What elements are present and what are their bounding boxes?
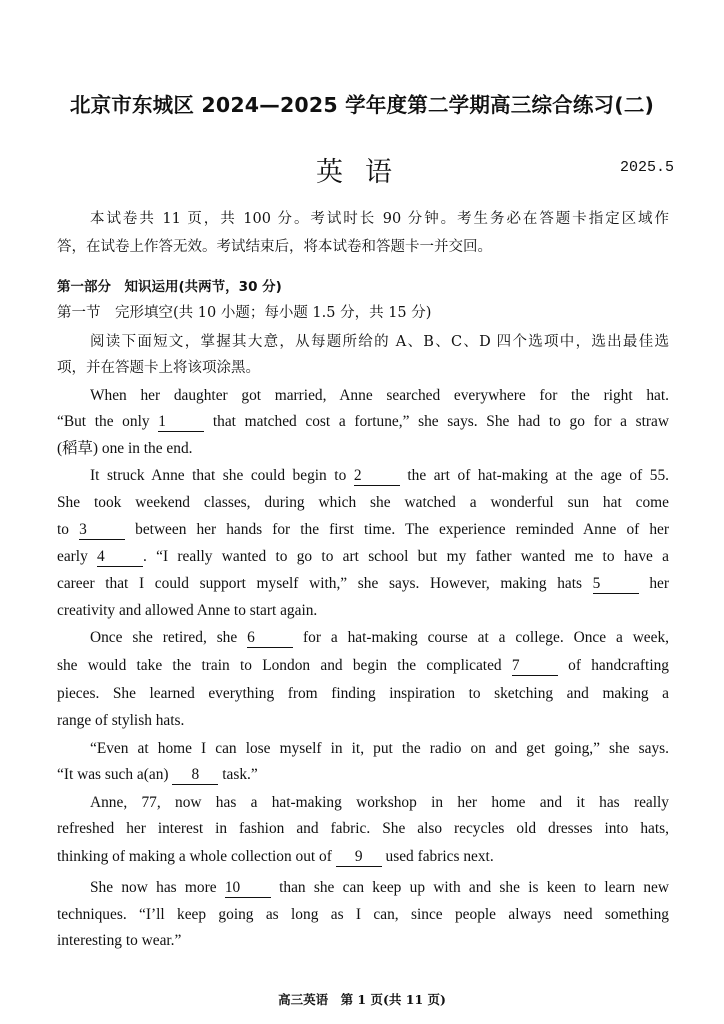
passage-text: early — [57, 548, 98, 565]
passage-text: . “I really wanted to go to art school but my father wanted me to have a — [143, 548, 669, 565]
passage-line — [90, 737, 669, 761]
passage-line — [90, 464, 669, 488]
cloze-blank-4: 4 — [97, 547, 143, 567]
passage-text: techniques. “I’ll keep going as long as I can, since people always need something — [57, 906, 669, 923]
passage-text: It struck Anne that she could begin to — [90, 467, 354, 484]
passage-line — [57, 682, 669, 706]
passage-line — [57, 709, 669, 733]
passage-line — [57, 817, 669, 841]
cloze-blank-1: 1 — [158, 412, 204, 432]
passage-text: interesting to wear.” — [57, 932, 182, 949]
passage-text: task.” — [218, 766, 258, 783]
passage-line — [57, 410, 669, 434]
passage-text: than she can keep up with and she is keen to learn new — [270, 879, 669, 896]
cloze-blank-3: 3 — [79, 520, 125, 540]
passage-text: (稻草) one in the end. — [57, 440, 193, 457]
passage-text: “Even at home I can lose myself in it, put the radio on and get going,” she says. — [90, 740, 669, 757]
passage-line — [57, 518, 669, 542]
exam-title: 北京市东城区 2024—2025 学年度第二学期高三综合练习(二) — [69, 93, 655, 117]
instructions-line-2: 答，在试卷上作答无效。考试结束后，将本试卷和答题卡一并交回。 — [57, 239, 492, 255]
subject-title: 英语 — [316, 157, 414, 188]
passage-line — [57, 572, 669, 596]
passage-text: “But the only — [57, 413, 159, 430]
passage-text: “It was such a(an) — [57, 766, 173, 783]
exam-date: 2025.5 — [620, 159, 675, 176]
passage-line — [90, 876, 669, 900]
cloze-blank-6: 6 — [247, 628, 293, 648]
passage-text: thinking of making a whole collection out of — [57, 848, 336, 865]
passage-text: between her hands for the first time. The experience reminded Anne of her — [125, 521, 670, 538]
passage-line — [57, 763, 669, 787]
cloze-blank-9: 9 — [336, 847, 382, 867]
instructions-line-1: 本试卷共 11 页，共 100 分。考试时长 90 分钟。考生务必在答题卡指定区域作 — [90, 211, 669, 227]
passage-text: She took weekend classes, during which she watched a wonderful sun hat come — [57, 494, 669, 511]
section1-directions-line-1: 阅读下面短文，掌握其大意，从每题所给的 A、B、C、D 四个选项中，选出最佳选 — [90, 334, 669, 350]
passage-text: Once she retired, she — [90, 629, 248, 646]
passage-text: the art of hat-making at the age of 55. — [399, 467, 670, 484]
passage-text: used fabrics next. — [381, 848, 494, 865]
cloze-blank-7: 7 — [512, 656, 558, 676]
passage-text: of handcrafting — [557, 657, 670, 674]
passage-line — [57, 599, 669, 623]
passage-text: When her daughter got married, Anne searched everywhere for the right hat. — [90, 387, 669, 404]
passage-text: her — [638, 575, 670, 592]
passage-line — [57, 545, 669, 569]
passage-text: pieces. She learned everything from finding inspiration to sketching and making a — [57, 685, 669, 702]
cloze-blank-8: 8 — [172, 765, 218, 785]
passage-line — [90, 384, 669, 408]
page-footer: 高三英语 第 1 页(共 11 页) — [278, 992, 446, 1007]
passage-text: refreshed her interest in fashion and fabric. She also recycles old dresses into hats, — [57, 820, 669, 837]
passage-text: She now has more — [90, 879, 225, 896]
passage-text: Anne, 77, now has a hat-making workshop in her home and it has really — [90, 794, 669, 811]
passage-line — [57, 491, 669, 515]
passage-text: for a hat-making course at a college. Once a week, — [293, 629, 670, 646]
passage-text: that matched cost a fortune,” she says. She had to go for a straw — [204, 413, 669, 430]
passage-text: range of stylish hats. — [57, 712, 185, 729]
section1-heading: 第一节 完形填空(共 10 小题；每小题 1.5 分，共 15 分) — [57, 305, 432, 321]
section1-directions-line-2: 项，并在答题卡上将该项涂黑。 — [57, 360, 260, 376]
passage-line — [57, 437, 669, 461]
passage-text: creativity and allowed Anne to start again. — [57, 602, 318, 619]
passage-text: career that I could support myself with,” she says. However, making hats — [57, 575, 593, 592]
cloze-blank-5: 5 — [593, 574, 639, 594]
passage-text: she would take the train to London and begin the complicated — [57, 657, 512, 674]
passage-line — [57, 929, 669, 953]
passage-line — [57, 903, 669, 927]
passage-line — [57, 654, 669, 678]
cloze-blank-10: 10 — [225, 878, 271, 898]
passage-line — [90, 791, 669, 815]
part1-heading: 第一部分 知识运用(共两节，30 分) — [57, 279, 282, 295]
passage-line — [90, 626, 669, 650]
cloze-blank-2: 2 — [354, 466, 400, 486]
passage-text: to — [57, 521, 80, 538]
passage-line — [57, 845, 669, 869]
